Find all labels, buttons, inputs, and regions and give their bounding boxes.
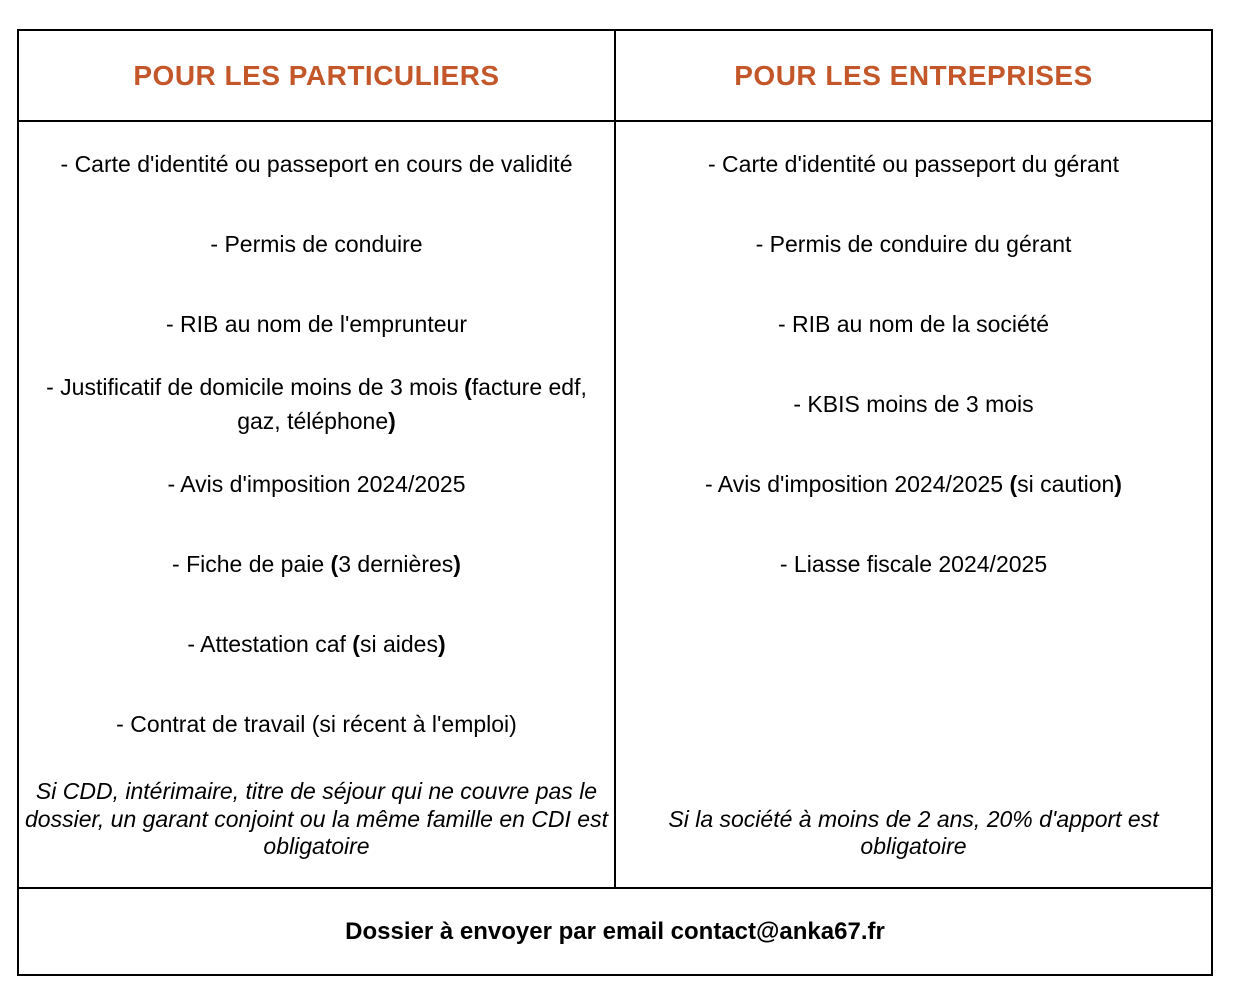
list-item: - RIB au nom de la société: [777, 310, 1050, 337]
list-item: - KBIS moins de 3 mois: [793, 390, 1034, 417]
footer-contact-text: Dossier à envoyer par email contact@anka67.fr: [345, 917, 885, 945]
list-item: - Carte d'identité ou passeport en cours de validité: [60, 150, 573, 177]
column-header-particuliers: POUR LES PARTICULIERS: [19, 31, 616, 120]
list-item: - Fiche de paie (3 dernières): [172, 550, 461, 577]
column-body-particuliers: [19, 122, 616, 887]
particuliers-item-list: [25, 124, 608, 764]
table-footer-row: [19, 887, 1211, 974]
list-item: - RIB au nom de l'emprunteur: [166, 310, 467, 337]
column-body-entreprises: [616, 122, 1211, 887]
list-item: - Attestation caf (si aides): [187, 630, 446, 657]
list-item: - Permis de conduire: [210, 230, 423, 257]
table-body-row: [19, 122, 1211, 887]
entreprises-item-list: [622, 124, 1205, 604]
table-header-row: [19, 31, 1211, 122]
list-item: - Contrat de travail (si récent à l'emploi): [116, 710, 517, 737]
list-item: - Permis de conduire du gérant: [755, 230, 1072, 257]
requirements-table: [17, 29, 1213, 976]
list-item: - Liasse fiscale 2024/2025: [779, 550, 1048, 577]
note-entreprises: Si la société à moins de 2 ans, 20% d'apport est obligatoire: [668, 805, 1159, 860]
note-particuliers: Si CDD, intérimaire, titre de séjour qui ne couvre pas le dossier, un garant conjoint ou la même famille en CDI est obligatoire: [25, 778, 608, 860]
column-header-entreprises: POUR LES ENTREPRISES: [734, 59, 1093, 91]
list-item: - Avis d'imposition 2024/2025 (si caution): [705, 470, 1122, 497]
list-item: - Justificatif de domicile moins de 3 mois (facture edf, gaz, téléphone): [46, 373, 587, 434]
list-item: - Avis d'imposition 2024/2025: [167, 470, 466, 497]
list-item: - Carte d'identité ou passeport du gérant: [708, 150, 1119, 177]
